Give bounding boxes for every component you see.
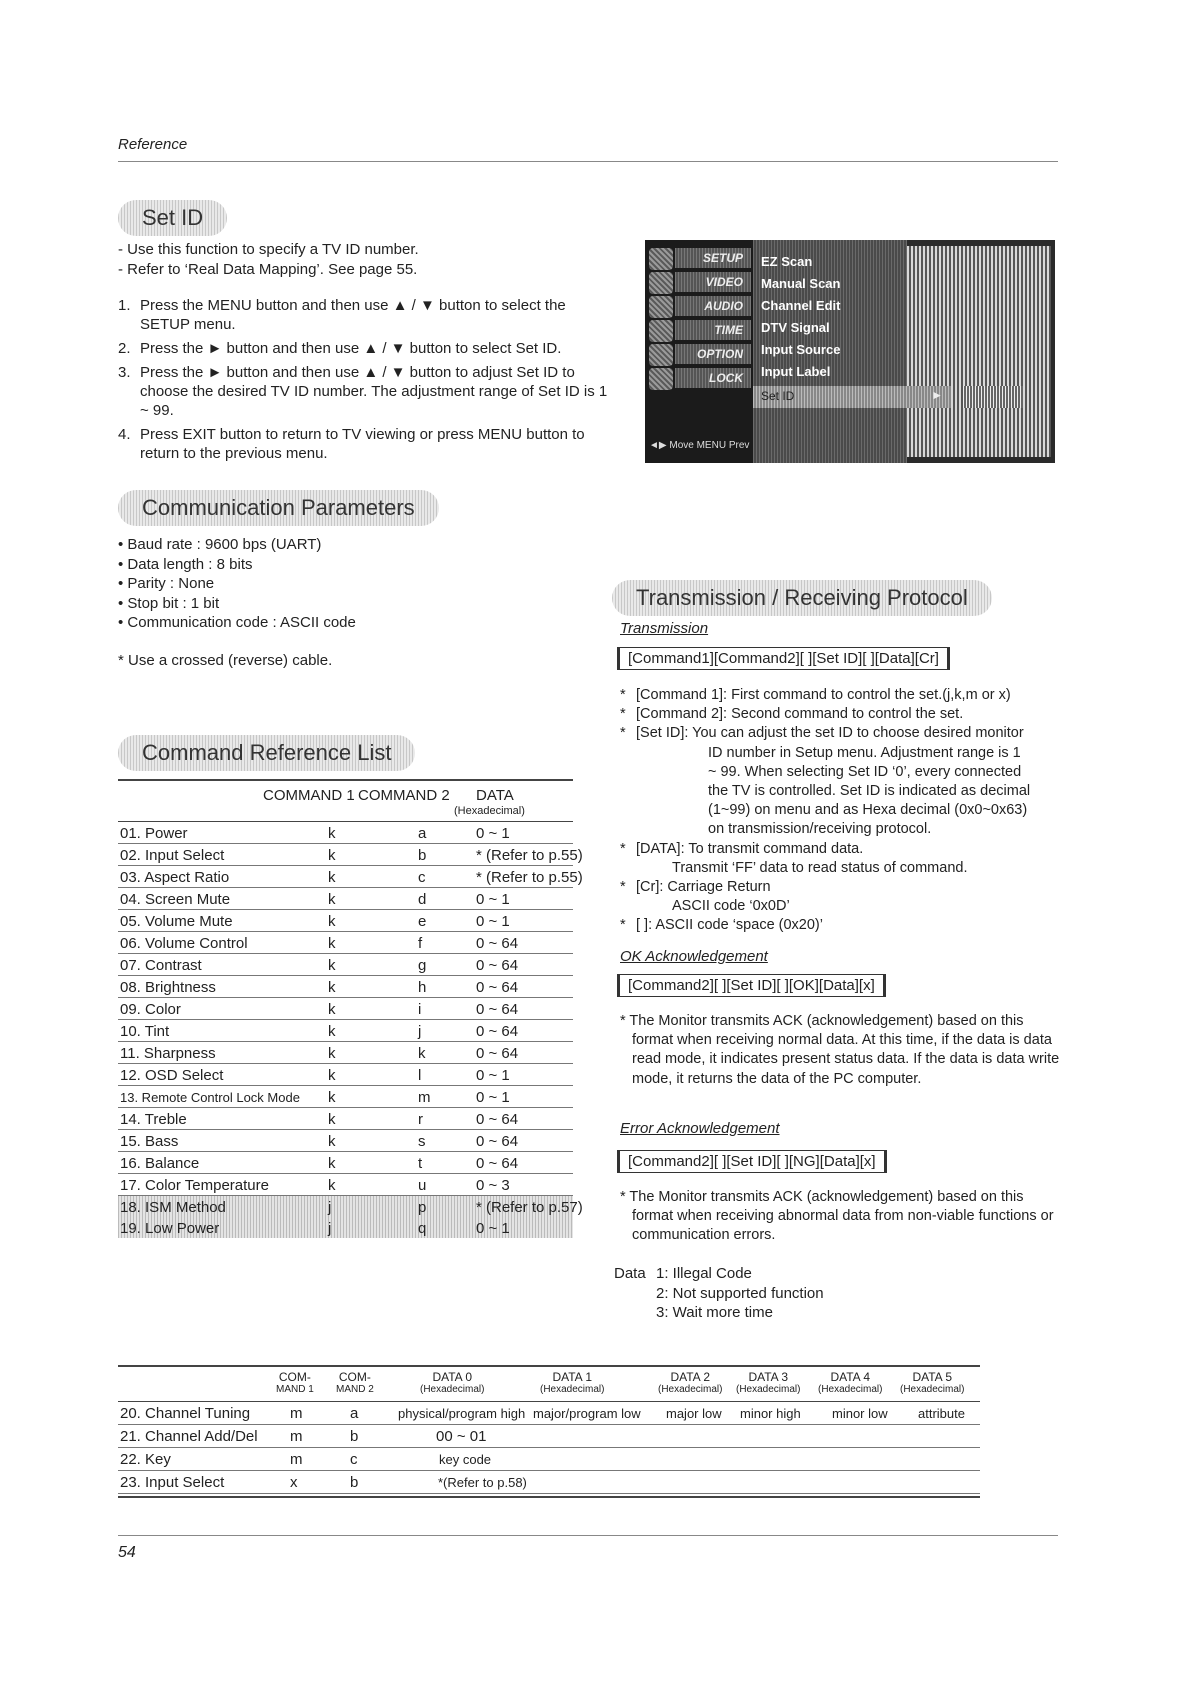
cell-data: * (Refer to p.57)	[476, 1199, 583, 1216]
cell-c2: a	[350, 1405, 359, 1422]
table-row	[118, 1020, 573, 1042]
comm-params-list	[118, 535, 558, 670]
submenu-item: Manual Scan	[761, 276, 841, 291]
step-number: 4.	[118, 426, 131, 443]
section-header: Reference	[118, 136, 188, 153]
step-item	[118, 296, 618, 334]
cell-command2: e	[418, 913, 427, 930]
cell-name: 02. Input Select	[120, 847, 225, 864]
submenu-item: Channel Edit	[761, 298, 841, 313]
cell-command2: l	[418, 1067, 422, 1084]
menu-tab: AUDIO	[675, 296, 751, 316]
cell-name: 13. Remote Control Lock Mode	[120, 1090, 300, 1105]
cell-command1: k	[328, 935, 336, 952]
cell-c2: c	[350, 1451, 358, 1468]
audio-icon	[649, 296, 673, 318]
col-data: DATA	[476, 787, 514, 804]
cell-command1: j	[328, 1220, 332, 1237]
set-id-intro	[118, 240, 618, 279]
cable-note: * Use a crossed (reverse) cable.	[118, 651, 333, 669]
cell-name: 01. Power	[120, 825, 188, 842]
submenu-item: Input Source	[761, 342, 841, 357]
note-text: [ ]: ASCII code ‘space (0x20)’	[636, 917, 823, 934]
table-row	[118, 976, 573, 998]
cell-command2: c	[418, 869, 426, 886]
step-text: Press the ► button and then use ▲ / ▼ button to adjust Set ID to choose the desired TV ID number. The adjustment range of Set ID is 1 ~ 99.	[140, 364, 608, 419]
step-text: Press EXIT button to return to TV viewing or press MENU button to return to the previous menu.	[140, 426, 585, 462]
cell-name: 14. Treble	[120, 1111, 187, 1128]
cell-d0: *(Refer to p.58)	[438, 1475, 527, 1490]
cell-c1: m	[290, 1451, 303, 1468]
selected-label: Set ID	[761, 389, 795, 403]
cell-data: 0 ~ 64	[476, 1023, 519, 1040]
submenu-item: Input Label	[761, 364, 831, 379]
set-id-selected-row	[753, 386, 951, 408]
param-item: • Stop bit : 1 bit	[118, 594, 220, 612]
table-row	[118, 1064, 573, 1086]
cell-c2: b	[350, 1474, 359, 1491]
note-text: [Command 2]: Second command to control the set.	[636, 706, 964, 723]
cell-name: 17. Color Temperature	[120, 1177, 269, 1194]
table-row	[118, 1174, 573, 1196]
table-row	[118, 1471, 980, 1494]
data-code: 2: Not supported function	[656, 1284, 824, 1302]
cell-data: 0 ~ 64	[476, 957, 519, 974]
cell-d2: major low	[666, 1406, 722, 1421]
cell-command2: k	[418, 1045, 426, 1062]
cell-name: 03. Aspect Ratio	[120, 869, 230, 886]
step-text: Press the ► button and then use ▲ / ▼ button to select Set ID.	[140, 340, 562, 357]
error-ack-format: [Command2][ ][Set ID][ ][NG][Data][x]	[617, 1150, 887, 1173]
bcol-header: COM- MAND 2	[336, 1370, 374, 1395]
menu-legend: ◄▶ Move MENU Prev	[649, 440, 750, 451]
cell-d3: minor high	[740, 1406, 801, 1421]
param-item: • Baud rate : 9600 bps (UART)	[118, 536, 322, 553]
cell-name: 20. Channel Tuning	[120, 1405, 251, 1422]
col-command1: COMMAND 1	[263, 787, 355, 804]
cell-data: 0 ~ 64	[476, 1001, 519, 1018]
intro-line: - Refer to ‘Real Data Mapping’. See page 55.	[118, 260, 418, 278]
cell-command1: k	[328, 825, 336, 842]
note-line: * [Command 2]: Second command to control the set.	[620, 706, 964, 723]
table-row	[118, 1042, 573, 1064]
transmission-format: [Command1][Command2][ ][Set ID][ ][Data][Cr]	[617, 647, 950, 670]
cell-command2: f	[418, 935, 423, 952]
cell-command1: k	[328, 1001, 336, 1018]
set-id-value-box	[963, 386, 1023, 408]
table-row	[118, 910, 573, 932]
cell-command1: k	[328, 847, 336, 864]
cell-command1: k	[328, 1155, 336, 1172]
cell-c1: m	[290, 1405, 303, 1422]
note-text: ~ 99. When selecting Set ID ‘0’, every connected	[708, 763, 1022, 780]
table-row	[118, 954, 573, 976]
step-number: 2.	[118, 340, 131, 357]
note-text: Transmit ‘FF’ data to read status of command.	[672, 859, 968, 876]
menu-tab: VIDEO	[675, 272, 751, 292]
cell-d0: 00 ~ 01	[436, 1428, 487, 1445]
step-number: 3.	[118, 364, 131, 381]
cell-name: 08. Brightness	[120, 979, 216, 996]
note-line: * [DATA]: To transmit command data.	[620, 840, 864, 857]
note-text: [Cr]: Carriage Return	[636, 879, 771, 896]
menu-tab: TIME	[675, 320, 751, 340]
table-row	[118, 1196, 583, 1217]
cell-d1: major/program low	[533, 1406, 641, 1421]
bcol-header: COM- MAND 1	[276, 1370, 314, 1395]
protocol-title: Transmission / Receiving Protocol	[612, 580, 992, 616]
menu-tab: LOCK	[675, 368, 751, 388]
cell-command2: u	[418, 1177, 427, 1194]
bcol-header: DATA 1 (Hexadecimal)	[540, 1370, 605, 1395]
submenu-item: DTV Signal	[761, 320, 830, 335]
cell-name: 04. Screen Mute	[120, 891, 231, 908]
cell-data: 0 ~ 1	[476, 1089, 510, 1106]
cell-c2: b	[350, 1428, 359, 1445]
cell-command2: i	[418, 1001, 422, 1018]
menu-tab: SETUP	[675, 248, 751, 268]
ok-ack-label: OK Acknowledgement	[620, 948, 768, 965]
step-number: 1.	[118, 297, 131, 314]
cell-command2: b	[418, 847, 427, 864]
video-icon	[649, 272, 673, 294]
table-row	[118, 1086, 573, 1108]
table-row	[118, 1448, 980, 1471]
cell-command1: k	[328, 1133, 336, 1150]
channel-command-table	[118, 1365, 980, 1498]
comm-params-title: Communication Parameters	[118, 490, 439, 526]
cell-command1: k	[328, 1111, 336, 1128]
table-row	[118, 1130, 573, 1152]
cell-data: * (Refer to p.55)	[476, 847, 583, 864]
data-codes-label: Data	[614, 1265, 646, 1282]
cell-data: 0 ~ 1	[476, 1067, 510, 1084]
cell-data: 0 ~ 64	[476, 935, 519, 952]
command-reference-table	[118, 779, 583, 1238]
cell-command1: k	[328, 957, 336, 974]
data-code: 1: Illegal Code	[656, 1265, 752, 1282]
bcol-header: DATA 4 (Hexadecimal)	[818, 1370, 883, 1395]
cell-command2: m	[418, 1089, 431, 1106]
cell-c1: x	[290, 1474, 298, 1491]
cell-name: 05. Volume Mute	[120, 913, 233, 930]
cell-command2: s	[418, 1133, 426, 1150]
option-icon	[649, 344, 673, 366]
footer-rule	[118, 1535, 1058, 1536]
note-line: * [Command 1]: First command to control the set.(j,k,m or x)	[620, 687, 1011, 703]
step-item	[118, 425, 618, 463]
menu-icon-column	[645, 240, 753, 463]
cell-command1: j	[328, 1199, 332, 1216]
cell-d5: attribute	[918, 1406, 965, 1421]
cell-name: 19. Low Power	[120, 1220, 220, 1237]
cmd-ref-title: Command Reference List	[118, 735, 415, 771]
cell-command1: k	[328, 1045, 336, 1062]
cell-command2: h	[418, 979, 427, 996]
cell-name: 06. Volume Control	[120, 935, 248, 952]
note-text: ID number in Setup menu. Adjustment range is 1	[708, 744, 1021, 761]
cell-command2: g	[418, 957, 427, 974]
step-item	[118, 363, 618, 420]
cell-data: 0 ~ 1	[476, 1220, 510, 1237]
bcol-header: DATA 3 (Hexadecimal)	[736, 1370, 801, 1395]
col-data-sub: (Hexadecimal)	[454, 805, 525, 817]
cell-data: 0 ~ 1	[476, 913, 510, 930]
ok-ack-note: * The Monitor transmits ACK (acknowledgement) based on this format when receiving normal data. At this time, if the data is data read mode, it indicates present status data. If the data is data write mode, it returns the data of the PC computer.	[620, 1013, 1060, 1087]
cell-command1: k	[328, 1177, 336, 1194]
cell-data: * (Refer to p.55)	[476, 869, 583, 886]
cell-command2: r	[418, 1111, 423, 1128]
cell-name: 09. Color	[120, 1001, 181, 1018]
note-text: the TV is controlled. Set ID is indicated as decimal	[708, 783, 1031, 800]
cell-command1: k	[328, 869, 336, 886]
set-id-title: Set ID	[118, 200, 227, 236]
bcol-header: DATA 2 (Hexadecimal)	[658, 1370, 723, 1395]
note-text: on transmission/receiving protocol.	[708, 821, 932, 838]
page-number: 54	[118, 1544, 136, 1561]
cell-d4: minor low	[832, 1406, 888, 1421]
bcol-header: DATA 5 (Hexadecimal)	[900, 1370, 965, 1395]
table-row	[118, 888, 573, 910]
intro-line: - Use this function to specify a TV ID number.	[118, 241, 419, 258]
setup-icon	[649, 248, 673, 270]
cell-data: 0 ~ 64	[476, 1155, 519, 1172]
table-row	[118, 1402, 980, 1425]
param-item: • Parity : None	[118, 575, 215, 592]
lock-icon	[649, 368, 673, 390]
note-line: * [Set ID]: You can adjust the set ID to choose desired monitor	[620, 725, 1024, 742]
error-ack-label: Error Acknowledgement	[620, 1120, 780, 1137]
note-text: [Set ID]: You can adjust the set ID to choose desired monitor	[636, 725, 1024, 742]
cell-name: 12. OSD Select	[120, 1067, 224, 1084]
cell-data: 0 ~ 1	[476, 825, 510, 842]
cell-name: 18. ISM Method	[120, 1199, 226, 1216]
data-code: 3: Wait more time	[656, 1304, 773, 1321]
table-row	[118, 822, 573, 844]
cell-data: 0 ~ 1	[476, 891, 510, 908]
cell-command2: d	[418, 891, 427, 908]
set-id-steps	[118, 296, 618, 468]
right-arrow-icon: ►	[931, 388, 943, 402]
cell-name: 22. Key	[120, 1451, 171, 1468]
cell-command1: k	[328, 913, 336, 930]
header-rule	[118, 161, 1058, 162]
cell-d0: key code	[439, 1452, 492, 1467]
note-line: * [Cr]: Carriage Return	[620, 879, 771, 896]
note-text: [DATA]: To transmit command data.	[636, 840, 864, 857]
note-text: (1~99) on menu and as Hexa decimal (0x0~0x63)	[708, 802, 1028, 819]
cell-command1: k	[328, 1089, 336, 1106]
transmission-label: Transmission	[620, 620, 709, 637]
menu-tab: OPTION	[675, 344, 751, 364]
table-row	[118, 866, 583, 888]
cell-name: 15. Bass	[120, 1133, 179, 1150]
table-header	[118, 781, 573, 821]
param-item: • Communication code : ASCII code	[118, 614, 356, 631]
cell-name: 11. Sharpness	[120, 1045, 216, 1062]
param-item: • Data length : 8 bits	[118, 555, 253, 573]
note-text: [Command 1]: First command to control the set.(j,k,m or x)	[636, 687, 1011, 703]
table-row	[118, 998, 573, 1020]
cell-c1: m	[290, 1428, 303, 1445]
time-icon	[649, 320, 673, 342]
cell-command1: k	[328, 979, 336, 996]
btable-header	[118, 1367, 980, 1401]
bcol-header: DATA 0 (Hexadecimal)	[420, 1370, 485, 1395]
transmission-notes	[620, 686, 1060, 936]
note-line: * [ ]: ASCII code ‘space (0x20)’	[620, 917, 823, 934]
step-text: Press the MENU button and then use ▲ / ▼ button to select the SETUP menu.	[140, 297, 566, 333]
tv-menu-screenshot	[645, 240, 1055, 463]
cell-command1: k	[328, 891, 336, 908]
cell-data: 0 ~ 64	[476, 979, 519, 996]
cell-data: 0 ~ 64	[476, 1045, 519, 1062]
cell-name: 07. Contrast	[120, 957, 202, 974]
cell-data: 0 ~ 3	[476, 1177, 510, 1194]
cell-data: 0 ~ 64	[476, 1111, 519, 1128]
cell-name: 21. Channel Add/Del	[120, 1428, 258, 1445]
table-row	[118, 1152, 573, 1174]
table-row	[118, 932, 573, 954]
table-row	[118, 844, 583, 866]
setup-submenu	[753, 240, 907, 463]
cell-command2: t	[418, 1155, 423, 1172]
cell-d0: physical/program high	[398, 1406, 526, 1421]
table-row	[118, 1425, 980, 1448]
cell-command2: q	[418, 1220, 427, 1237]
btable-bottom-rule	[118, 1496, 980, 1498]
cell-command2: j	[418, 1023, 422, 1040]
cell-command2: a	[418, 825, 427, 842]
submenu-item: EZ Scan	[761, 254, 813, 269]
table-row	[118, 1108, 573, 1130]
cell-name: 16. Balance	[120, 1155, 200, 1172]
cell-command1: k	[328, 1067, 336, 1084]
step-item	[118, 339, 618, 358]
ok-ack-format: [Command2][ ][Set ID][ ][OK][Data][x]	[617, 974, 886, 997]
note-text: ASCII code ‘0x0D’	[672, 898, 790, 915]
error-ack-note: * The Monitor transmits ACK (acknowledgement) based on this format when receiving abnormal data from non-viable functions or communication errors.	[620, 1189, 1054, 1244]
cell-name: 10. Tint	[120, 1023, 170, 1040]
cell-command2: p	[418, 1199, 427, 1216]
col-command2: COMMAND 2	[358, 787, 450, 804]
cell-data: 0 ~ 64	[476, 1133, 519, 1150]
cell-command1: k	[328, 1023, 336, 1040]
channel-stripes	[907, 246, 1051, 457]
table-row	[118, 1217, 573, 1238]
cell-name: 23. Input Select	[120, 1474, 225, 1491]
data-codes-list	[656, 1264, 824, 1323]
